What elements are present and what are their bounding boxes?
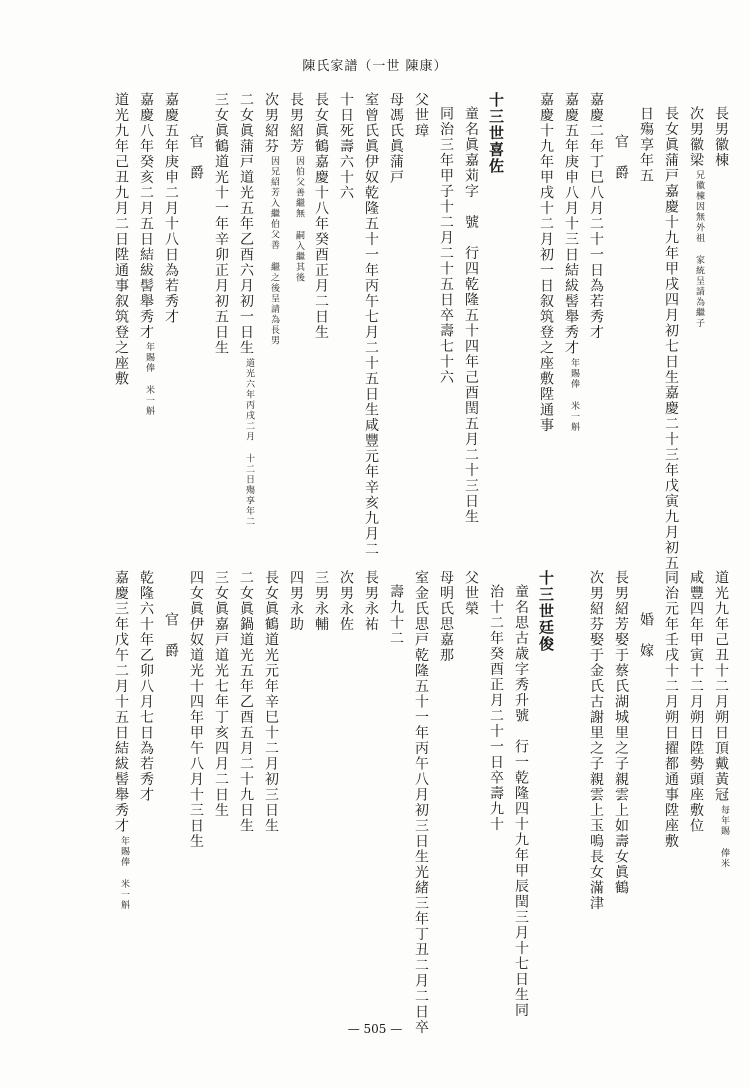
column-text: 童名思古歳字秀升號 行一乾隆四十九年甲辰閏三月十七日生同: [513, 584, 529, 1018]
text-column: [253, 570, 278, 1000]
column-text: 同治三年甲子十二月二十五日卒壽七十六: [438, 106, 454, 385]
text-column: [653, 570, 678, 1000]
text-column: [478, 570, 503, 1014]
column-text: 室金氏思戸乾隆五十一年丙午八月初三日生光緒三年丁丑二月二日卒: [413, 570, 429, 1035]
text-column: [378, 570, 403, 1014]
column-text: 官 爵: [163, 612, 179, 659]
interlinear-note: 因兄紹芳入繼伯父善 繼之後呈請為長男: [269, 156, 279, 346]
text-column: [278, 570, 303, 1000]
interlinear-note: 年賜俸 米一斛: [119, 835, 129, 910]
interlinear-note: 兄徽棟因無外祖 家統呈請為繼子: [694, 170, 704, 329]
text-column: [678, 92, 703, 536]
text-column: [703, 92, 728, 536]
text-column: [553, 570, 578, 1000]
column-text: 道光九年己丑十二月朔日頂戴黃冠: [713, 570, 729, 803]
column-text: 長男紹芳: [288, 92, 304, 154]
text-column: [253, 92, 278, 522]
text-column: [278, 92, 303, 522]
column-text: 嘉慶五年庚申二月十八日為若秀才: [163, 92, 179, 325]
text-column: [453, 92, 478, 536]
column-text: 母馮氏眞蒲戸: [388, 92, 404, 185]
column-text: 長女眞鶴嘉慶十八年癸酉正月二日生: [313, 92, 329, 340]
column-text: 嘉慶十九年甲戌十二月初一日叙筑登之座敷陞通事: [538, 92, 554, 433]
text-column: [203, 92, 228, 522]
page-number: — 505 —: [347, 1022, 403, 1036]
text-column: [528, 92, 553, 522]
column-text: 日殤享年五: [638, 106, 654, 184]
text-column: [403, 570, 429, 1035]
column-text: 母明氏思嘉那: [438, 570, 454, 663]
text-column: [703, 570, 728, 1000]
interlinear-note: 年賜俸 米一斛: [569, 357, 579, 432]
column-text: 次男徽梁: [688, 106, 704, 168]
column-text: 十三世廷俊: [537, 570, 555, 653]
text-column: [428, 570, 453, 1000]
text-column: [128, 92, 153, 522]
text-column: [503, 92, 528, 522]
text-column: [178, 570, 203, 1000]
column-text: 三女眞鶴道光十一年辛卯正月初五日生: [213, 92, 229, 356]
text-column: [628, 92, 653, 536]
text-column: [328, 570, 353, 1000]
column-text: 長女眞蒲戸嘉慶十九年甲戌四月初七日生嘉慶二十三年戊寅九月初五: [663, 106, 679, 571]
column-text: 嘉慶五年庚申八月十三日結紱髻舉秀才: [563, 92, 579, 356]
column-text: 長男徽棟: [713, 106, 729, 168]
text-column: [103, 570, 128, 1000]
column-text: 父世榮: [463, 570, 479, 617]
column-text: 室曾氏眞伊奴乾隆五十一年丙午七月二十五日生咸豐元年辛亥九月二: [363, 92, 379, 557]
upper-text-block: [103, 92, 729, 571]
column-text: 次男紹芬娶于金氏古謝里之子親雲上玉鳴長女滿津: [588, 570, 604, 911]
column-text: 十日死壽六十六: [338, 92, 354, 201]
text-column: [303, 92, 328, 522]
column-text: 婚 嫁: [638, 612, 654, 659]
generation-heading: [478, 92, 503, 522]
column-text: 次男紹芬: [263, 92, 279, 154]
interlinear-note: 年賜俸 米一斛: [144, 342, 154, 417]
column-text: 次男永佐: [338, 570, 354, 632]
column-text: 道光九年己丑九月二日陞通事叙筑登之座敷: [113, 92, 129, 387]
column-text: 官 爵: [188, 134, 204, 181]
text-column: [678, 570, 703, 1000]
column-text: 四女眞伊奴道光十四年甲午八月十三日生: [188, 570, 204, 849]
column-text: 嘉慶二年丁巳八月二十一日為若秀才: [588, 92, 604, 340]
column-text: 四男永助: [288, 570, 304, 632]
column-text: 乾隆六十年乙卯八月七日為若秀才: [138, 570, 154, 803]
column-text: 父世璋: [413, 92, 429, 139]
column-text: 二女眞鍋道光五年乙酉五月二十九日生: [238, 570, 254, 834]
generation-heading: [528, 570, 553, 1000]
column-text: 童名眞嘉苅字 號 行四乾隆五十四年己酉閏五月二十三日生: [463, 106, 479, 525]
column-text: 咸豐四年甲寅十二月朔日陞勢頭座敷位: [688, 570, 704, 834]
text-column: [203, 570, 228, 1000]
text-column: [503, 570, 529, 1018]
text-column: [653, 92, 679, 571]
text-column: [378, 92, 403, 522]
column-text: 同治元年壬戌十二月朔日擢都通事陞座敷: [663, 570, 679, 849]
column-text: 長女眞鶴道光元年辛巳十二月初三日生: [263, 570, 279, 834]
text-column: [578, 570, 603, 1000]
column-text: 二女眞蒲戸道光五年乙酉六月初一日生: [238, 92, 254, 356]
text-column: [553, 92, 578, 522]
text-column: [353, 570, 378, 1000]
text-column: [353, 92, 379, 557]
column-text: 長男永祐: [363, 570, 379, 632]
interlinear-note: 道光六年丙戌二月 十二日殤享年二: [244, 357, 254, 527]
text-column: [303, 570, 328, 1000]
text-column: [228, 92, 254, 527]
column-text: 三男永輔: [313, 570, 329, 632]
text-column: [603, 570, 628, 1000]
interlinear-note: 因伯父善繼無 嗣入繼其後: [294, 156, 304, 283]
text-column: [403, 92, 428, 522]
running-header: 陳氏家譜（一世 陳康）: [302, 59, 448, 74]
column-text: 壽九十二: [388, 584, 404, 646]
text-column: [578, 92, 603, 522]
column-text: 十三世喜佐: [487, 92, 505, 175]
text-column: [153, 92, 178, 522]
column-text: 治十二年癸酉正月二十一日卒壽九十: [488, 584, 504, 832]
text-column: [178, 92, 203, 564]
text-column: [453, 570, 478, 1000]
text-column: [153, 570, 178, 1042]
text-column: [128, 570, 153, 1000]
text-column: [603, 92, 628, 564]
interlinear-note: 每年賜 俸米: [719, 804, 729, 869]
text-column: [428, 92, 453, 536]
lower-text-block: [103, 570, 728, 1042]
column-text: 長男紹芳娶于蔡氏湖城里之子親雲上如壽女眞鶴: [613, 570, 629, 896]
column-text: 嘉慶三年戊午二月十五日結紱髻舉秀才: [113, 570, 129, 834]
column-text: 三女眞嘉戸道光七年丁亥四月二日生: [213, 570, 229, 818]
text-column: [103, 92, 128, 522]
column-text: 嘉慶八年癸亥二月五日結紱髻舉秀才: [138, 92, 154, 340]
column-text: 官 爵: [613, 134, 629, 181]
text-column: [628, 570, 653, 1042]
text-column: [228, 570, 253, 1000]
text-column: [328, 92, 353, 522]
